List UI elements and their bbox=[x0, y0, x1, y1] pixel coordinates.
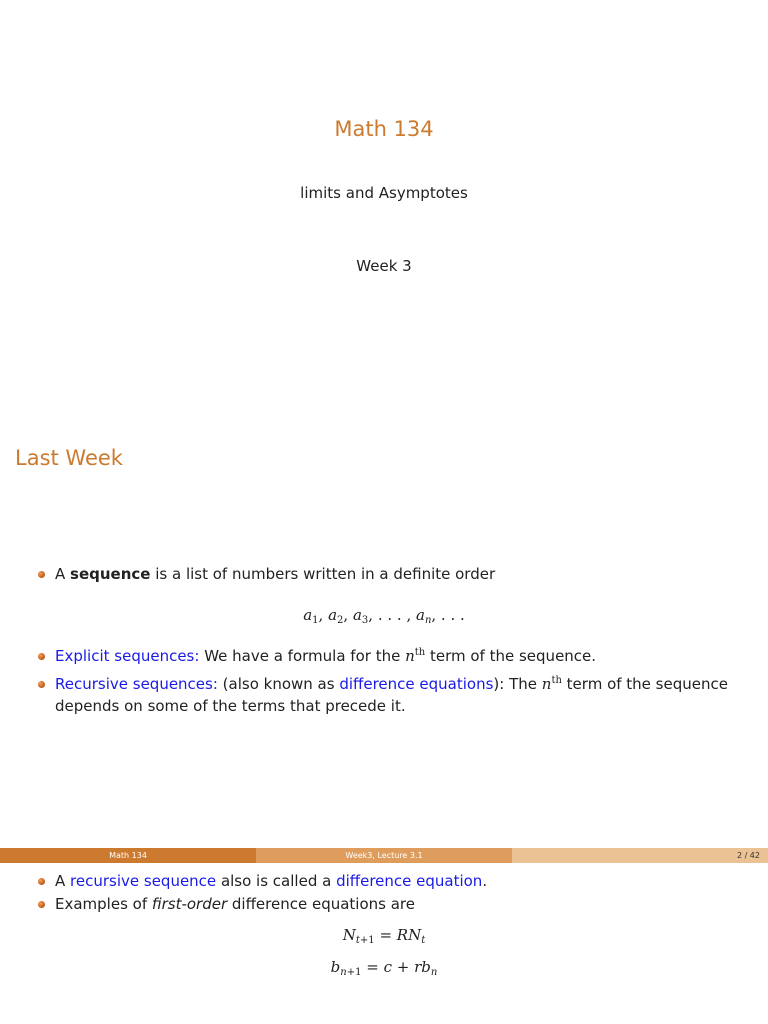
bullet-text: Recursive sequences: (also known as difference equations): The $n^{th}$ term of the sequence depends on some of the terms that precede it. bbox=[55, 675, 728, 715]
display-equation-1: $N_{t+1} = RN_t$ bbox=[342, 926, 426, 946]
italic-term: first-order bbox=[151, 895, 228, 913]
slide-subtitle: limits and Asymptotes bbox=[300, 184, 468, 202]
bullet-list-item bbox=[38, 645, 753, 667]
bullet-text: A sequence is a list of numbers written in a definite order bbox=[55, 565, 496, 583]
highlight-term: difference equations bbox=[339, 675, 494, 693]
footer-lecture: Week3, Lecture 3.1 bbox=[256, 848, 512, 863]
bullet-text: Examples of first-order difference equations are bbox=[55, 895, 415, 913]
bullet-icon bbox=[38, 653, 45, 660]
bullet-icon bbox=[38, 878, 45, 885]
bullet-text: A recursive sequence also is called a difference equation. bbox=[55, 872, 488, 890]
display-equation-2: $b_{n+1} = c + rb_n$ bbox=[330, 958, 438, 978]
footer-page-number: 2 / 42 bbox=[512, 848, 768, 863]
bullet-list-item bbox=[38, 563, 753, 585]
bullet-list-item bbox=[38, 673, 753, 717]
highlight-term: Explicit sequences: bbox=[55, 647, 200, 665]
slide-date: Week 3 bbox=[356, 257, 412, 275]
bold-term: sequence bbox=[70, 565, 151, 583]
footer-bar bbox=[0, 848, 768, 863]
bullet-icon bbox=[38, 681, 45, 688]
highlight-term: difference equation bbox=[336, 872, 483, 890]
display-equation-sequence: $a_1$, $a_2$, $a_3$, . . . , $a_n$, . . . bbox=[303, 606, 465, 626]
footer-course: Math 134 bbox=[0, 848, 256, 863]
slide-title: Math 134 bbox=[334, 117, 434, 141]
highlight-term: Recursive sequences: bbox=[55, 675, 218, 693]
bullet-icon bbox=[38, 901, 45, 908]
bullet-text: Explicit sequences: We have a formula for the $n^{th}$ term of the sequence. bbox=[55, 647, 597, 665]
bullet-list-item bbox=[38, 893, 753, 915]
bullet-list-item bbox=[38, 870, 753, 892]
bullet-icon bbox=[38, 571, 45, 578]
highlight-term: recursive sequence bbox=[70, 872, 217, 890]
frame-title: Last Week bbox=[15, 446, 123, 470]
